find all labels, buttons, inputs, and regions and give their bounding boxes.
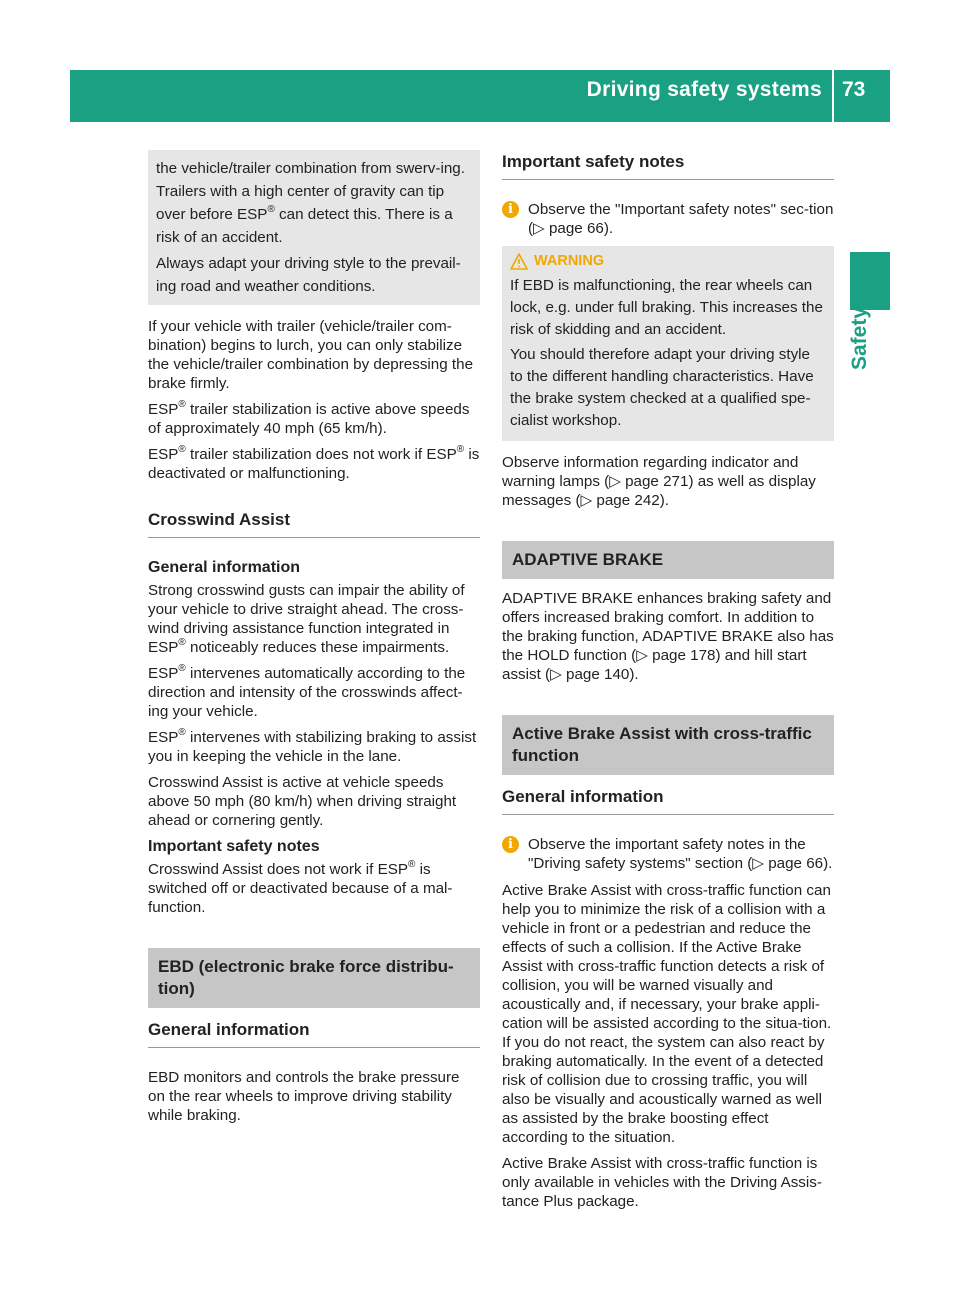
page-header-title: Driving safety systems — [586, 78, 822, 101]
section-heading-general-information: General information — [148, 1020, 480, 1048]
page-number: 73 — [842, 78, 866, 101]
warning-heading — [510, 252, 826, 271]
paragraph: Active Brake Assist with cross-traffic function can help you to minimize the risk of a collision with a vehicle in front or a pedestrian and reduce the effects of such a collision. If the Active Brake Assist with cross-traffic function detects a risk of collision, you will be warned visually and acoustically and, if necessary, your brake appli-cation will be assisted according to the situa-tion. If you do not react, the system can also react by braking automatically. In the event of a detected risk of collision due to crossing traffic, you will also be visually and acoustically warned as well as assisted by the brake boosting effect according to the situation. — [502, 882, 832, 1146]
paragraph: ESP® trailer stabilization is active above speeds of approximately 40 mph (65 km/h). — [148, 398, 470, 437]
section-band-active-brake-assist: Active Brake Assist with cross-traffic function — [502, 715, 834, 775]
paragraph: EBD monitors and controls the brake pressure on the rear wheels to improve driving stability while braking. — [148, 1069, 460, 1124]
paragraph: ADAPTIVE BRAKE enhances braking safety and offers increased braking comfort. In addition to the braking function, ADAPTIVE BRAKE also has the HOLD function (▷ page 178) and hill start assist (▷ page 140). — [502, 590, 834, 683]
warning-label: WARNING — [534, 253, 605, 269]
section-heading-general-information: General information — [502, 787, 834, 815]
info-note-text: Observe the "Important safety notes" sec-tion (▷ page 66). — [528, 201, 834, 237]
paragraph: Active Brake Assist with cross-traffic function is only available in vehicles with the Driving Assis-tance Plus package. — [502, 1155, 822, 1210]
paragraph: Crosswind Assist is active at vehicle speeds above 50 mph (80 km/h) when driving straight ahead or cornering gently. — [148, 774, 457, 829]
paragraph: ESP® trailer stabilization does not work if ESP® is deactivated or malfunctioning. — [148, 443, 480, 482]
paragraph: ESP® intervenes automatically according to the direction and intensity of the crosswinds affect-ing your vehicle. — [148, 662, 466, 720]
paragraph: Crosswind Assist does not work if ESP® is switched off or deactivated because of a mal-function. — [148, 858, 453, 916]
section-band-adaptive-brake: ADAPTIVE BRAKE — [502, 541, 834, 579]
side-tab-label: Safety — [848, 306, 871, 370]
side-tab-marker — [850, 252, 890, 310]
warning-box — [502, 246, 834, 441]
paragraph: You should therefore adapt your driving style to the different handling characteristics. Have the brake system checked at a qualified spe-cialist workshop. — [510, 346, 814, 429]
right-column — [502, 150, 834, 1218]
info-note-text: Observe the important safety notes in the "Driving safety systems" section (▷ page 66). — [528, 836, 833, 872]
subheading-important-safety-notes: Important safety notes — [148, 838, 320, 855]
header-divider — [832, 70, 834, 122]
section-heading-crosswind: Crosswind Assist — [148, 510, 480, 538]
section-heading-important-safety-notes: Important safety notes — [502, 152, 834, 180]
info-note — [502, 835, 834, 873]
subheading-general-information: General information — [148, 559, 301, 576]
continued-warning-box — [148, 150, 480, 305]
paragraph: the vehicle/trailer combination from swerv-ing. Trailers with a high center of gravity can tip over before ESP® can detect this. There is a risk of an accident. — [156, 160, 465, 246]
warning-triangle-icon — [510, 253, 528, 270]
paragraph: ESP® intervenes with stabilizing braking to assist you in keeping the vehicle in the lane. — [148, 726, 477, 765]
paragraph: Observe information regarding indicator and warning lamps (▷ page 271) as well as display messages (▷ page 242). — [502, 454, 816, 509]
paragraph: Strong crosswind gusts can impair the ability of your vehicle to drive straight ahead. The cross-wind driving assistance function integrated in ESP® noticeably reduces these impairments. — [148, 582, 465, 656]
paragraph: If EBD is malfunctioning, the rear wheels can lock, e.g. under full braking. This increases the risk of skidding and an accident. — [510, 277, 823, 338]
paragraph: Always adapt your driving style to the prevail-ing road and weather conditions. — [156, 255, 461, 295]
left-column — [148, 150, 480, 1132]
info-note — [502, 200, 834, 238]
section-band-ebd: EBD (electronic brake force distribu-tion) — [148, 948, 480, 1008]
info-icon: i — [502, 201, 519, 218]
info-icon: i — [502, 836, 519, 853]
paragraph: If your vehicle with trailer (vehicle/trailer com-bination) begins to lurch, you can only stabilize the vehicle/trailer combination by depressing the brake firmly. — [148, 318, 474, 392]
